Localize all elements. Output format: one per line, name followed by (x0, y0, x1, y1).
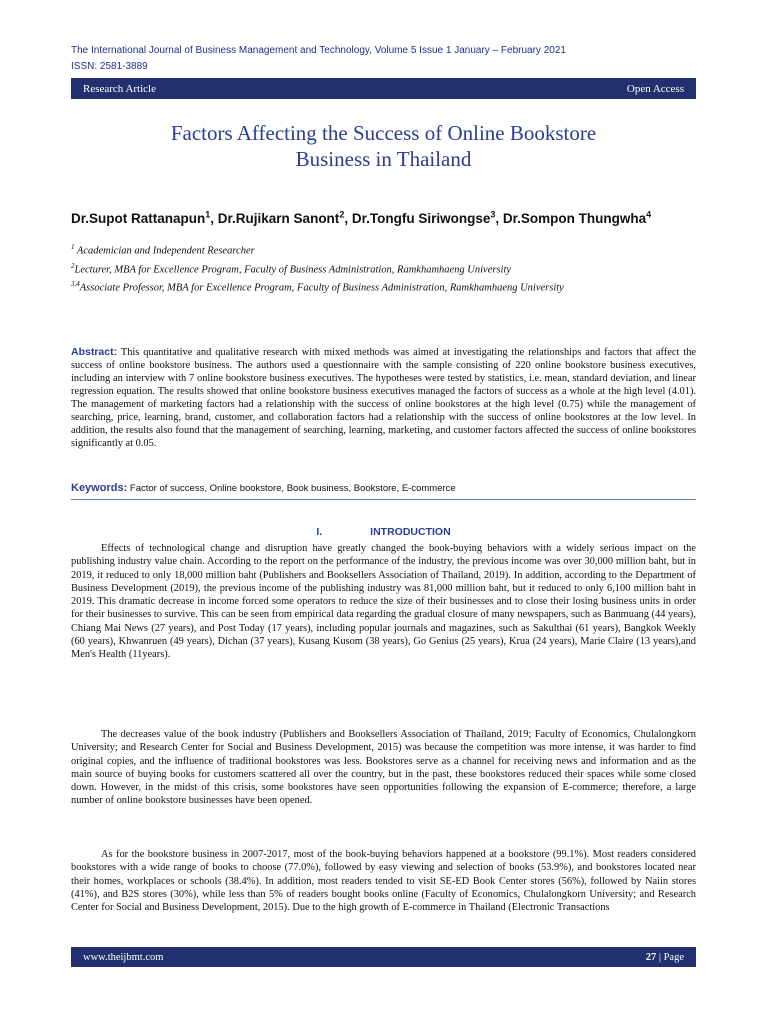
page-separator: | (656, 951, 664, 963)
affiliation-3 (71, 277, 711, 296)
abstract (71, 346, 696, 450)
affiliation-superscript: 3,4 (71, 280, 80, 288)
section-heading (71, 526, 696, 538)
author-list (71, 206, 696, 227)
abstract-text: This quantitative and qualitative research with mixed methods was aimed at investigating the relationships and factors that affect the success of online bookstore business. The authors used a questionnaire with the sample consisting of 220 online bookstore business executives, including an interview with 7 online bookstore business executives. The hypotheses were tested by statistics, i.e. mean, standard deviation, and linear regression equation. The results showed that online bookstore business executives managed the factors of success as a whole at the high level (4.01). The management of marketing factors had a relationship with the success of online bookstores at the high level (0.75) while the management of searching, price, learning, brand, customer, and collaboration factors had a relationship with the success of online bookstores at the low level. In addition, the results also found that the management of searching, learning, marketing, and customer factors affected the success of online bookstores significantly at 0.05. (71, 347, 696, 449)
author-superscript: 2 (339, 209, 345, 219)
affiliation-text: Academician and Independent Researcher (74, 245, 255, 257)
author (503, 211, 651, 226)
open-access-label: Open Access (626, 82, 684, 95)
affiliation-superscript: 2 (71, 261, 75, 270)
journal-issn: ISSN: 2581-3889 (71, 61, 148, 72)
journal-url-link[interactable]: www.theijbmt.com (83, 951, 164, 963)
author (71, 211, 218, 226)
footer-bar (71, 947, 696, 967)
affiliation-text: Associate Professor, MBA for Excellence Program, Faculty of Business Administration, Ramkhamhaeng University (79, 282, 564, 294)
keywords-text: Factor of success, Online bookstore, Book business, Bookstore, E-commerce (129, 483, 456, 494)
paper-title-line-1: Factors Affecting the Success of Online Bookstore (170, 121, 597, 145)
author-separator: , (495, 210, 503, 226)
page-number-value: 27 (645, 951, 657, 963)
author-name: Dr.Rujikarn Sanont (217, 210, 340, 226)
author-superscript: 1 (205, 209, 211, 219)
body-paragraph-2: The decreases value of the book industry (Publishers and Booksellers Association of Thailand, 2019; Faculty of Economics, Chulalongkorn University; and Research Center for Social and Business Development, 2015) was because the competition was more intense, it was harder to find original copies, and the influence of traditional bookstores was less. Bookstores serve as a channel for receiving news and information and as the main source of buying books for customers scattered all over the country, but in the past, these bookstores reduced their spaces while some closed down. However, in the midst of this crisis, some bookstores have seen opportunities following the expansion of E-commerce; therefore, a large number of online bookstore businesses have been opened. (71, 729, 696, 807)
section-title: INTRODUCTION (370, 526, 451, 538)
paper-title-line-2: Business in Thailand (295, 147, 472, 171)
author-name: Dr.Supot Rattanapun (71, 210, 206, 226)
author (218, 211, 352, 226)
affiliation-text: Lecturer, MBA for Excellence Program, Faculty of Business Administration, Ramkhamhaeng University (74, 264, 512, 275)
affiliation-2 (71, 259, 711, 278)
page-label: Page (663, 951, 684, 963)
author (352, 211, 503, 226)
keywords (71, 482, 696, 494)
affiliation-1 (71, 240, 711, 259)
divider (71, 499, 696, 500)
paper-title (71, 120, 696, 172)
abstract-label: Abstract: (71, 346, 118, 358)
author-superscript: 3 (490, 209, 496, 219)
body-paragraph-3: As for the bookstore business in 2007-2017, most of the book-buying behaviors happened at a bookstore (99.1%). Most readers considered bookstores with a wide range of books to choose (77.0%), followed by easy viewing and selection of books (53.9%), and bookstores located near their homes, workplaces or schools (38.4%). In addition, most readers tended to visit SE-ED Book Center stores (56%), followed by Naiin stores (41%), and B2S stores (30%), while less than 5% of readers bought books online (Faculty of Economics, Chulalongkorn University; and Research Center for Social and Business Development, 2015). Due to the high growth of E-commerce in Thailand (Electronic Transactions (71, 849, 696, 914)
article-type-bar (71, 78, 696, 99)
author-name: Dr.Tongfu Siriwongse (351, 210, 491, 226)
author-separator: , (344, 210, 352, 226)
journal-header (71, 43, 711, 75)
journal-citation: The International Journal of Business Management and Technology, Volume 5 Issue 1 January – February 2021 (71, 45, 566, 56)
article-type-label: Research Article (83, 82, 156, 95)
body-paragraph-1: Effects of technological change and disruption have greatly changed the book-buying behaviors with a widely serious impact on the publishing industry value chain. According to the report on the performance of the industry, the previous income was over 30,000 million baht, but in 2019, it reduced to only 18,000 million baht (Publishers and Booksellers Association of Thailand, 2019). In addition, according to the Department of Business Development (2019), the previous income of the publishing industry was 81,000 million baht, but it reduced to only 6,100 million baht in 2019. This dramatic decrease in income forced some operators to reduce the size of their businesses and to close their losing business units in order for their businesses to survive. This can be seen from empirical data regarding the gradual closure of many newspapers, such as Banmuang (44 years), Chiang Mai News (27 years), and Post Today (17 years), including popular journals and magazines, such as Sakulthai (61 years), Bangkok Weekly (60 years), Khwanruen (49 years), Dichan (37 years), Kusang Kusom (38 years), Go Genius (25 years), Krua (24 years), Marie Claire (13 years),and Men's Health (11years). (71, 543, 696, 661)
author-name: Dr.Sompon Thungwha (502, 210, 647, 226)
keywords-label: Keywords: (71, 482, 128, 494)
section-number: I. (316, 526, 323, 538)
affiliation-superscript: 1 (71, 243, 75, 251)
page-number (646, 952, 684, 963)
author-separator: , (210, 210, 218, 226)
author-superscript: 4 (646, 209, 652, 219)
affiliations (71, 240, 711, 296)
